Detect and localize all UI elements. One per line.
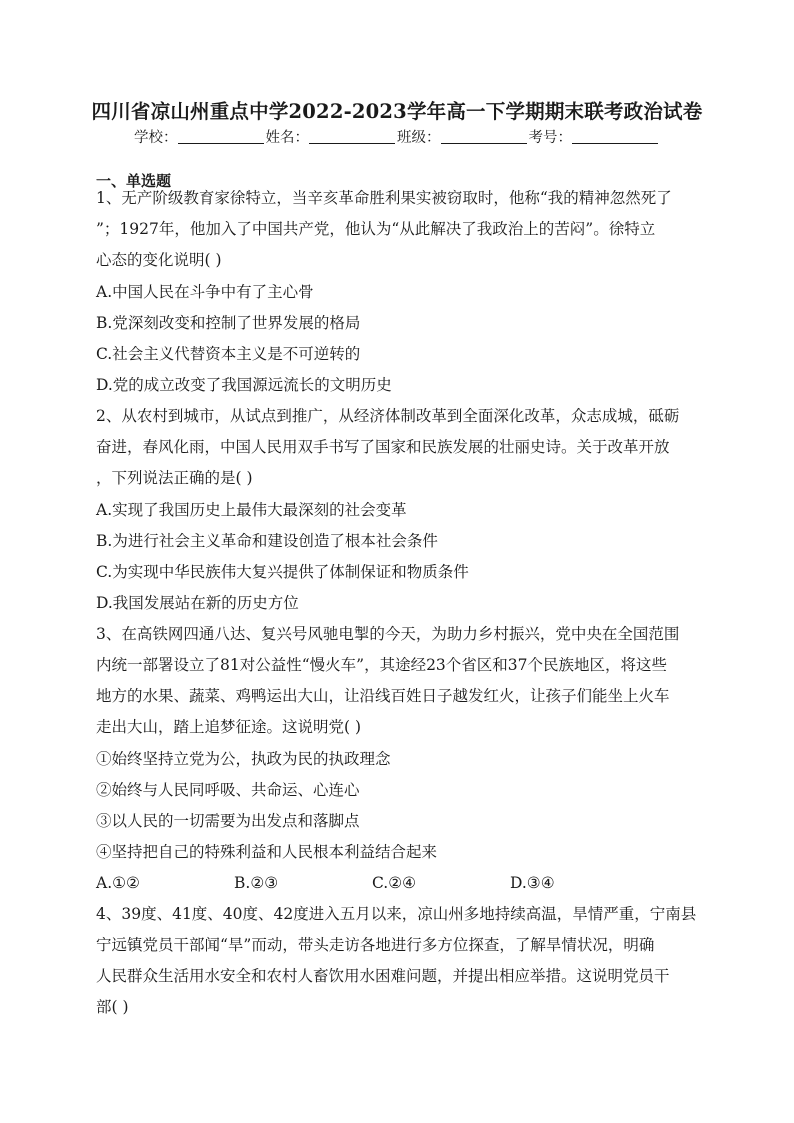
student-info-row	[0, 126, 794, 147]
school-blank	[178, 129, 264, 144]
q3-option-a: A.①②	[96, 874, 140, 892]
name-label: 姓名：	[265, 130, 309, 146]
q2-option-c: C.为实现中华民族伟大复兴提供了体制保证和物质条件	[96, 563, 469, 581]
q2-stem-line: 奋进，春风化雨，中国人民用双手书写了国家和民族发展的壮丽史诗。关于改革开放	[96, 438, 670, 456]
q3-option-b: B.②③	[234, 874, 279, 892]
q3-stem-line: 地方的水果、蔬菜、鸡鸭运出大山，让沿线百姓日子越发红火，让孩子们能坐上火车	[96, 687, 670, 705]
q2-option-b: B.为进行社会主义革命和建设创造了根本社会条件	[96, 532, 438, 550]
q1-stem-line: ”；1927年，他加入了中国共产党，他认为“从此解决了我政治上的苦闷”。徐特立	[96, 220, 656, 238]
q3-stem-line: 3、在高铁网四通八达、复兴号风驰电掣的今天，为助力乡村振兴，党中央在全国范围	[96, 625, 680, 643]
name-blank	[309, 129, 395, 144]
q4-stem-line: 部( )	[96, 998, 129, 1016]
q4-stem-line: 4、39度、41度、40度、42度进入五月以来，凉山州多地持续高温，旱情严重，宁南县	[96, 905, 697, 923]
q3-item-4: ④坚持把自己的特殊利益和人民根本利益结合起来	[96, 843, 438, 861]
exam-title: 四川省凉山州重点中学2022-2023学年高一下学期期末联考政治试卷	[91, 100, 703, 123]
q1-option-c: C.社会主义代替资本主义是不可逆转的	[96, 345, 361, 363]
q3-item-1: ①始终坚持立党为公，执政为民的执政理念	[96, 750, 391, 768]
q3-stem-line: 内统一部署设立了81对公益性“慢火车”，其途经23个省区和37个民族地区，将这些	[96, 656, 668, 674]
q1-stem-line: 1、无产阶级教育家徐特立，当辛亥革命胜利果实被窃取时，他称“我的精神忽然死了	[96, 189, 672, 207]
q3-stem-line: 走出大山，踏上追梦征途。这说明党( )	[96, 718, 362, 736]
section-title: 一、单选题	[96, 172, 172, 190]
q2-option-a: A.实现了我国历史上最伟大最深刻的社会变革	[96, 501, 407, 519]
number-blank	[572, 129, 658, 144]
q3-option-c: C.②④	[372, 874, 417, 892]
class-blank	[441, 129, 527, 144]
q1-option-d: D.党的成立改变了我国源远流长的文明历史	[96, 376, 392, 394]
q3-item-3: ③以人民的一切需要为出发点和落脚点	[96, 812, 360, 830]
q2-option-d: D.我国发展站在新的历史方位	[96, 594, 299, 612]
number-label: 考号：	[528, 130, 572, 146]
class-label: 班级：	[397, 130, 441, 146]
q2-stem-line: 2、从农村到城市，从试点到推广，从经济体制改革到全面深化改革，众志成城，砥砺	[96, 407, 680, 425]
q1-option-a: A.中国人民在斗争中有了主心骨	[96, 283, 314, 301]
school-label: 学校：	[134, 130, 178, 146]
q1-option-b: B.党深刻改变和控制了世界发展的格局	[96, 314, 361, 332]
q2-stem-line: ，下列说法正确的是( )	[96, 469, 253, 487]
q3-item-2: ②始终与人民同呼吸、共命运、心连心	[96, 781, 360, 799]
q3-option-d: D.③④	[510, 874, 555, 892]
q4-stem-line: 人民群众生活用水安全和农村人畜饮用水困难问题，并提出相应举措。这说明党员干	[96, 967, 670, 985]
q4-stem-line: 宁远镇党员干部闻“旱”而动，带头走访各地进行多方位探查，了解旱情状况，明确	[96, 936, 655, 954]
q1-stem-line: 心态的变化说明( )	[96, 251, 222, 269]
